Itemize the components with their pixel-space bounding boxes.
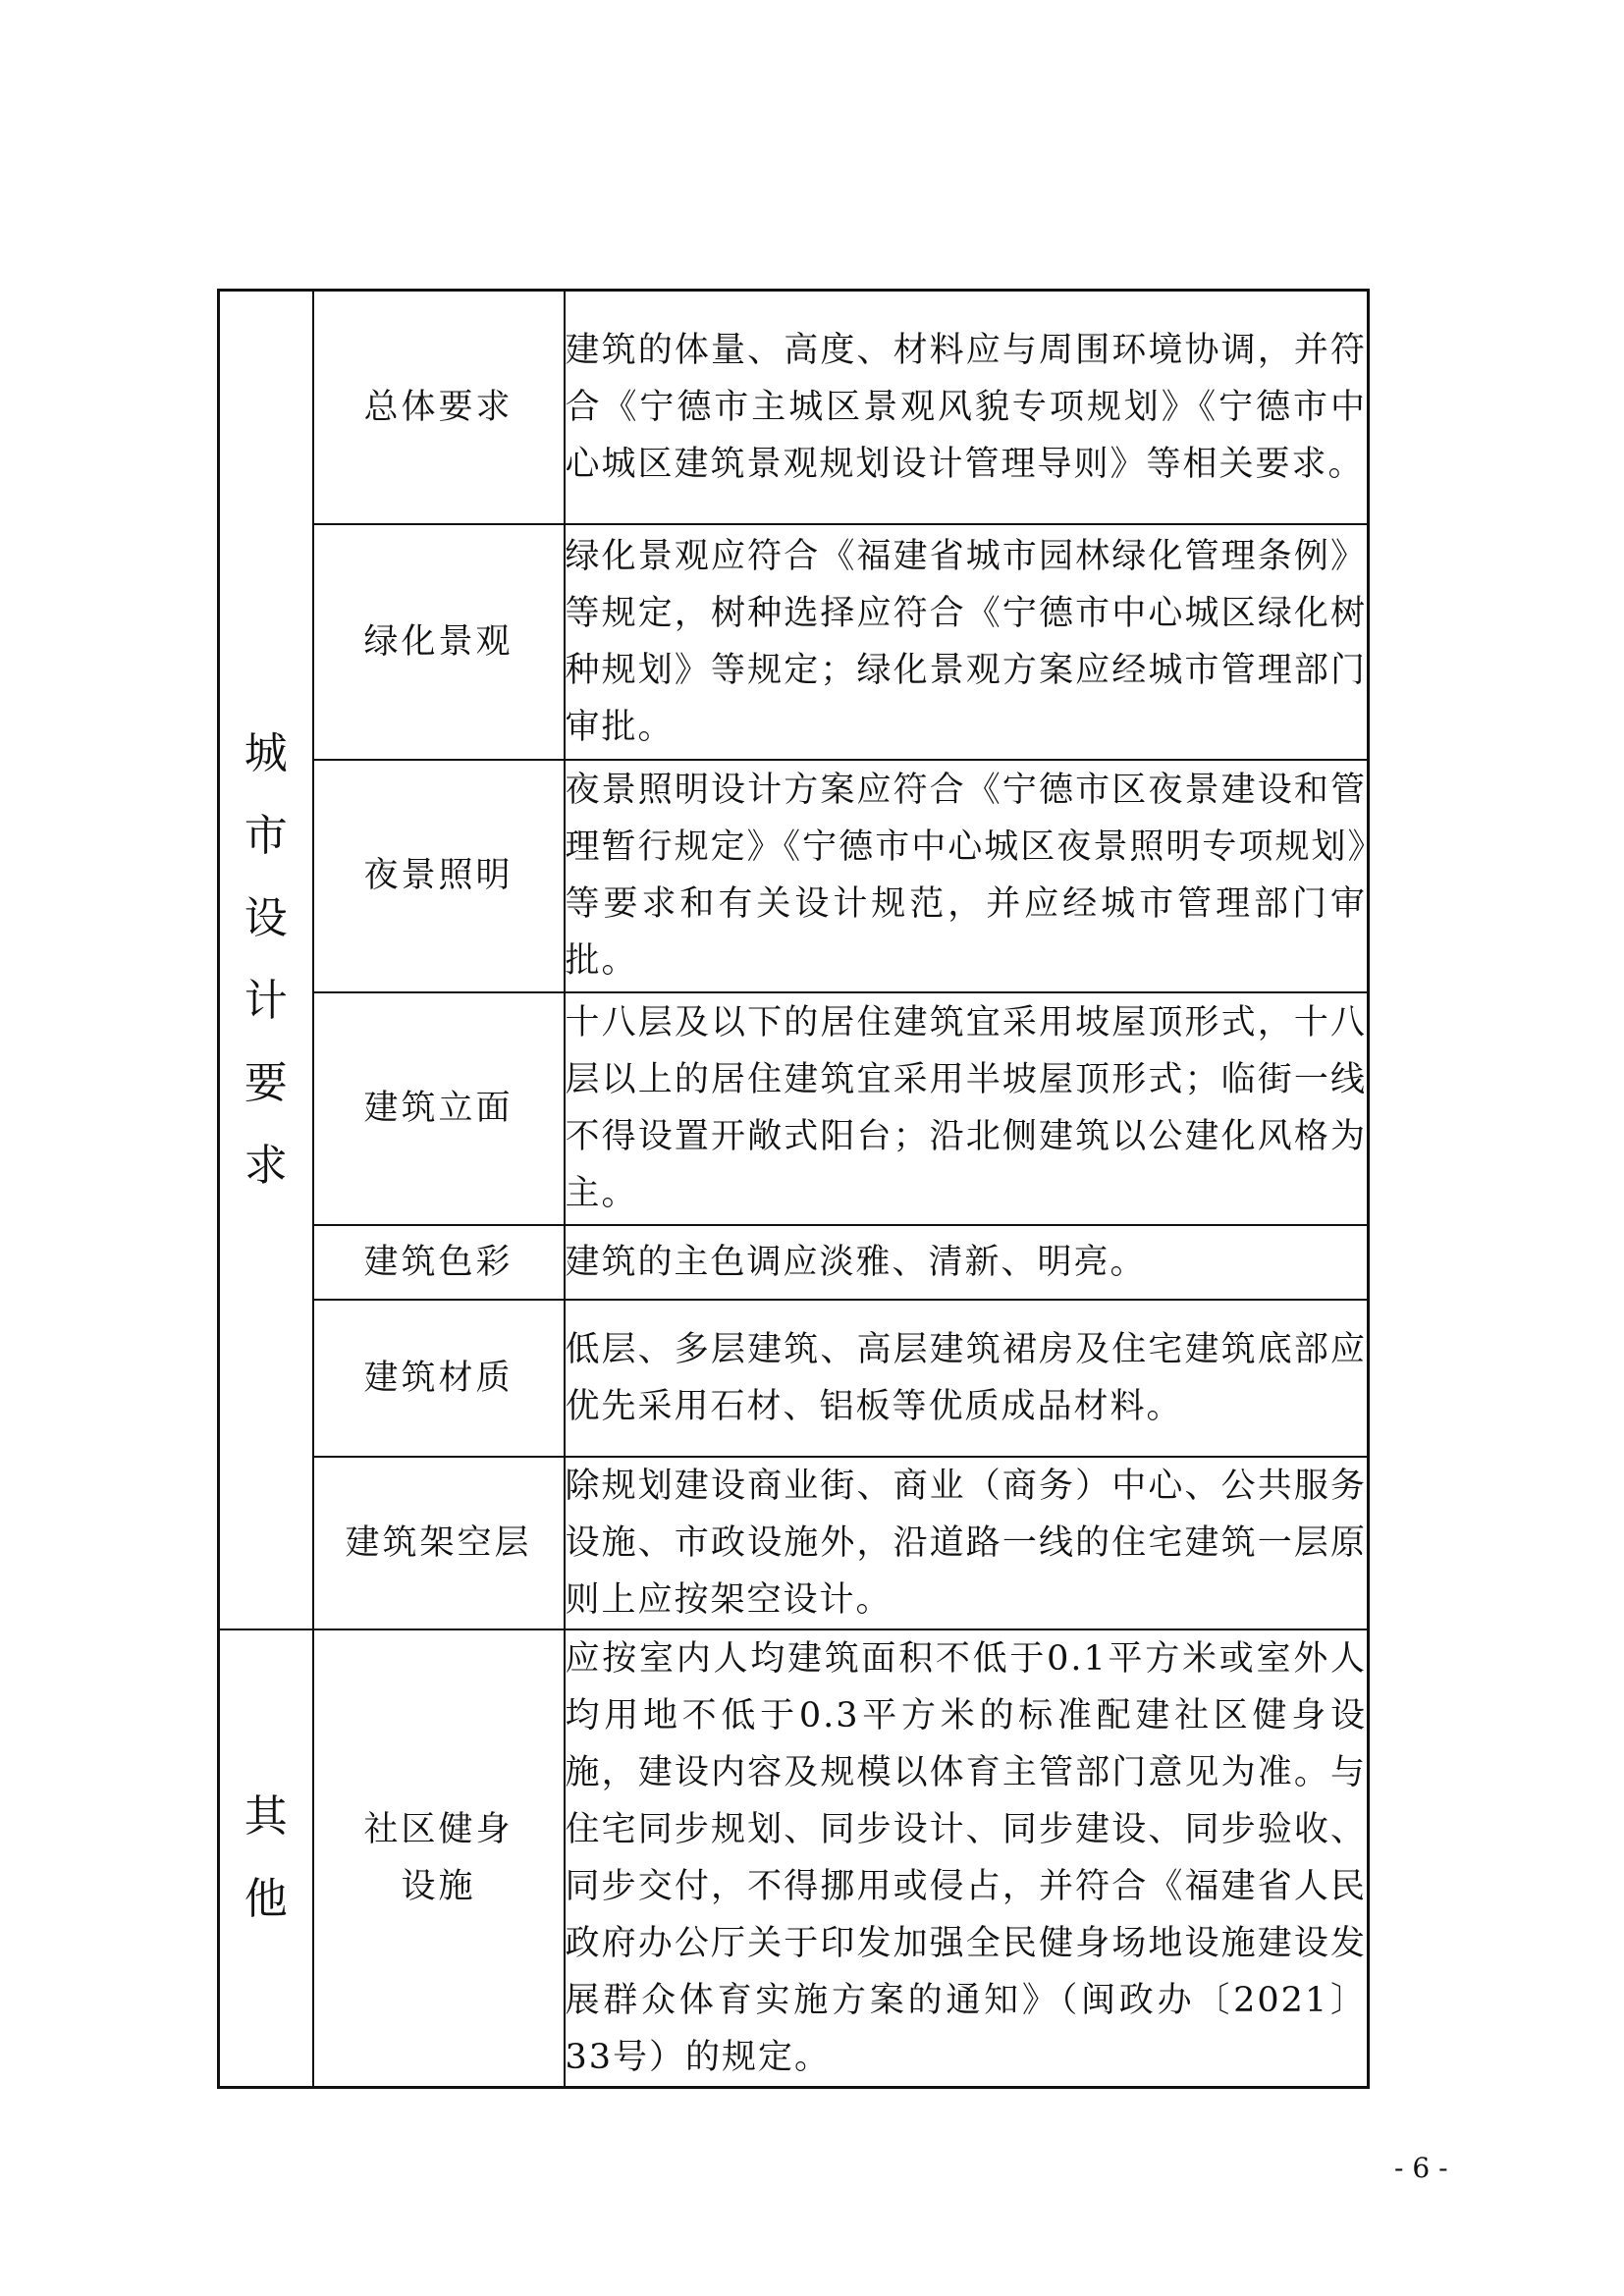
item-name: 建筑色彩 xyxy=(363,1242,514,1282)
item-desc: 建筑的体量、高度、材料应与周围环境协调，并符合《宁德市主城区景观风貌专项规划》《宁德市中心城区建筑景观规划设计管理导则》等相关要求。 xyxy=(565,291,1369,524)
item-name: 绿化景观 xyxy=(363,621,514,662)
item-name: 建筑立面 xyxy=(363,1089,514,1128)
item-name-cell xyxy=(313,1300,565,1457)
item-name: 社区健身设施 xyxy=(363,1809,514,1906)
item-desc: 低层、多层建筑、高层建筑裙房及住宅建筑底部应优先采用石材、铝板等优质成品材料。 xyxy=(565,1300,1369,1457)
item-desc: 十八层及以下的居住建筑宜采用坡屋顶形式，十八层以上的居住建筑宜采用半坡屋顶形式；临街一线不得设置开敞式阳台；沿北侧建筑以公建化风格为主。 xyxy=(565,992,1369,1225)
item-name: 总体要求 xyxy=(363,387,514,427)
item-name-cell xyxy=(313,1225,565,1300)
item-name-cell xyxy=(313,524,565,760)
item-name-cell xyxy=(313,992,565,1225)
table-row xyxy=(219,291,1369,524)
requirements-table xyxy=(217,289,1370,2089)
item-desc: 夜景照明设计方案应符合《宁德市区夜景建设和管理暂行规定》《宁德市中心城区夜景照明专项规划》等要求和有关设计规范，并应经城市管理部门审批。 xyxy=(565,760,1369,992)
item-name-cell xyxy=(313,1457,565,1629)
table-row xyxy=(219,1225,1369,1300)
item-desc: 应按室内人均建筑面积不低于0.1平方米或室外人均用地不低于0.3平方米的标准配建社区健身设施，建设内容及规模以体育主管部门意见为准。与住宅同步规划、同步设计、同步建设、同步验收、同步交付，不得挪用或侵占，并符合《福建省人民政府办公厅关于印发加强全民健身场地设施建设发展群众体育实施方案的通知》（闽政办〔2021〕33号）的规定。 xyxy=(565,1629,1369,2088)
group-label: 其他 xyxy=(244,1790,288,1924)
page-number: - 6 - xyxy=(1394,2152,1448,2184)
item-desc: 绿化景观应符合《福建省城市园林绿化管理条例》等规定，树种选择应符合《宁德市中心城区绿化树种规划》等规定；绿化景观方案应经城市管理部门审批。 xyxy=(565,524,1369,760)
item-name: 建筑架空层 xyxy=(345,1522,532,1563)
item-name-cell xyxy=(313,291,565,524)
table-row xyxy=(219,992,1369,1225)
item-name-cell xyxy=(313,760,565,992)
item-name: 夜景照明 xyxy=(363,856,514,895)
item-name: 建筑材质 xyxy=(363,1358,514,1398)
table-row xyxy=(219,1300,1369,1457)
table-row xyxy=(219,524,1369,760)
item-desc: 建筑的主色调应淡雅、清新、明亮。 xyxy=(565,1225,1369,1300)
item-name-cell xyxy=(313,1629,565,2088)
item-desc: 除规划建设商业街、商业（商务）中心、公共服务设施、市政设施外，沿道路一线的住宅建筑一层原则上应按架空设计。 xyxy=(565,1457,1369,1629)
group-cell-urban-design xyxy=(219,291,313,1629)
group-label: 城市设计要求 xyxy=(244,727,288,1191)
table-row xyxy=(219,1457,1369,1629)
table-row xyxy=(219,1629,1369,2088)
group-cell-other xyxy=(219,1629,313,2088)
table-row xyxy=(219,760,1369,992)
